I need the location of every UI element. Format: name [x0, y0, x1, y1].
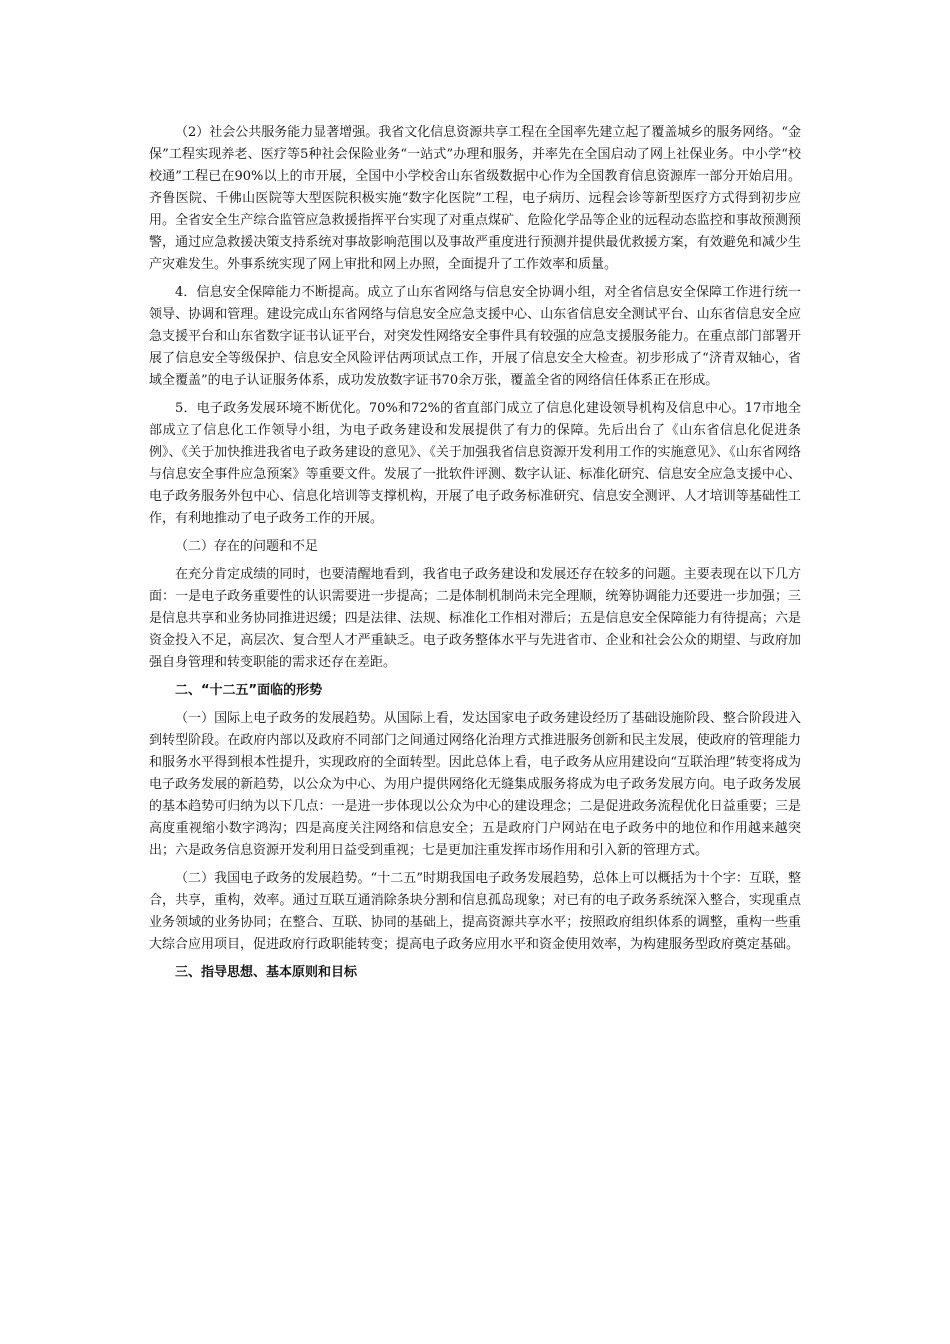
- paragraph-public-service: （2）社会公共服务能力显著增强。我省文化信息资源共享工程在全国率先建立起了覆盖城乡的服务网络。“金保”工程实现养老、医疗等5种社会保险业务“一站式”办理和服务，并率先在全国启动了网上社保业务。中小学“校校通”工程已在90%以上的市开展，全国中小学校舍山东省级数据中心作为全国教育信息资源库一部分开始启用。齐鲁医院、千佛山医院等大型医院积极实施“数字化医院”工程，电子病历、远程会诊等新型医疗方式得到初步应用。全省安全生产综合监管应急救援指挥平台实现了对重点煤矿、危险化学品等企业的远程动态监控和事故预测预警，通过应急救援决策支持系统对事故影响范围以及事故严重度进行预测并提供最优救援方案，有效避免和减少生产灾难发生。外事系统实现了网上审批和网上办照，全面提升了工作效率和质量。: [149, 125, 801, 272]
- document-page: [149, 122, 801, 990]
- paragraph-environment: 5．电子政务发展环境不断优化。70%和72%的省直部门成立了信息化建设领导机构及信息中心。17市地全部成立了信息化工作领导小组，为电子政务建设和发展提供了有力的保障。先后出台了《山东省信息化促进条例》、《关于加快推进我省电子政务建设的意见》、《关于加强我省信息资源开发利用工作的实施意见》、《山东省网络与信息安全事件应急预案》等重要文件。发展了一批软件评测、数字认证、标准化研究、信息安全应急支援中心、电子政务服务外包中心、信息化培训等支撑机构，开展了电子政务标准研究、信息安全测评、人才培训等基础性工作，有利地推动了电子政务工作的开展。: [149, 401, 801, 526]
- paragraph-international-trend: （一）国际上电子政务的发展趋势。从国际上看，发达国家电子政务建设经历了基础设施阶段、整合阶段进入到转型阶段。在政府内部以及政府不同部门之间通过网络化治理方式推进服务创新和民主发展，使政府的管理能力和服务水平得到根本性提升，实现政府的全面转型。因此总体上看，电子政务从应用建设向“互联治理”转变将成为电子政务发展的新趋势，以公众为中心、为用户提供网络化无缝集成服务将成为电子政务发展方向。电子政务发展的基本趋势可归纳为以下几点：一是进一步体现以公众为中心的建设理念；二是促进政务流程优化日益重要；三是高度重视缩小数字鸿沟；四是高度关注网络和信息安全；五是政府门户网站在电子政务中的地位和作用越来越突出；六是政务信息资源开发利用日益受到重视；七是更加注重发挥市场作用和引入新的管理方式。: [149, 711, 801, 858]
- subheading-problems: （二）存在的问题和不足: [175, 539, 319, 554]
- paragraph-info-security: 4．信息安全保障能力不断提高。成立了山东省网络与信息安全协调小组，对全省信息安全保障工作进行统一领导、协调和管理。建设完成山东省网络与信息安全应急支援中心、山东省信息安全测试平台、山东省信息安全应急支援平台和山东省数字证书认证平台，对突发性网络安全事件具有较强的应急支援服务能力。在重点部门部署开展了信息安全等级保护、信息安全风险评估两项试点工作，开展了信息安全大检查。初步形成了“济青双轴心，省域全覆盖”的电子认证服务体系，成功发放数字证书70余万张，覆盖全省的网络信任体系正在形成。: [149, 285, 801, 388]
- paragraph-problems: 在充分肯定成绩的同时，也要清醒地看到，我省电子政务建设和发展还存在较多的问题。主要表现在以下几方面：一是电子政务重要性的认识需要进一步提高；二是体制机制尚未完全理顺，统筹协调能力还要进一步加强；三是信息共享和业务协同推进迟缓；四是法律、法规、标准化工作相对滞后；五是信息安全保障能力有待提高；六是资金投入不足，高层次、复合型人才严重缺乏。电子政务整体水平与先进省市、企业和社会公众的期望、与政府加强自身管理和转变职能的需求还存在差距。: [149, 567, 801, 670]
- section-heading-situation: 二、“十二五”面临的形势: [175, 683, 323, 698]
- section-heading-guiding: 三、指导思想、基本原则和目标: [175, 965, 358, 980]
- paragraph-domestic-trend: （二）我国电子政务的发展趋势。“十二五”时期我国电子政务发展趋势，总体上可以概括为十个字：互联，整合，共享，重构，效率。通过互联互通消除条块分割和信息孤岛现象；对已有的电子政务系统深入整合，实现重点业务领域的业务协同；在整合、互联、协同的基础上，提高资源共享水平；按照政府组织体系的调整，重构一些重大综合应用项目，促进政府行政职能转变；提高电子政务应用水平和资金使用效率，为构建服务型政府奠定基础。: [149, 871, 801, 952]
